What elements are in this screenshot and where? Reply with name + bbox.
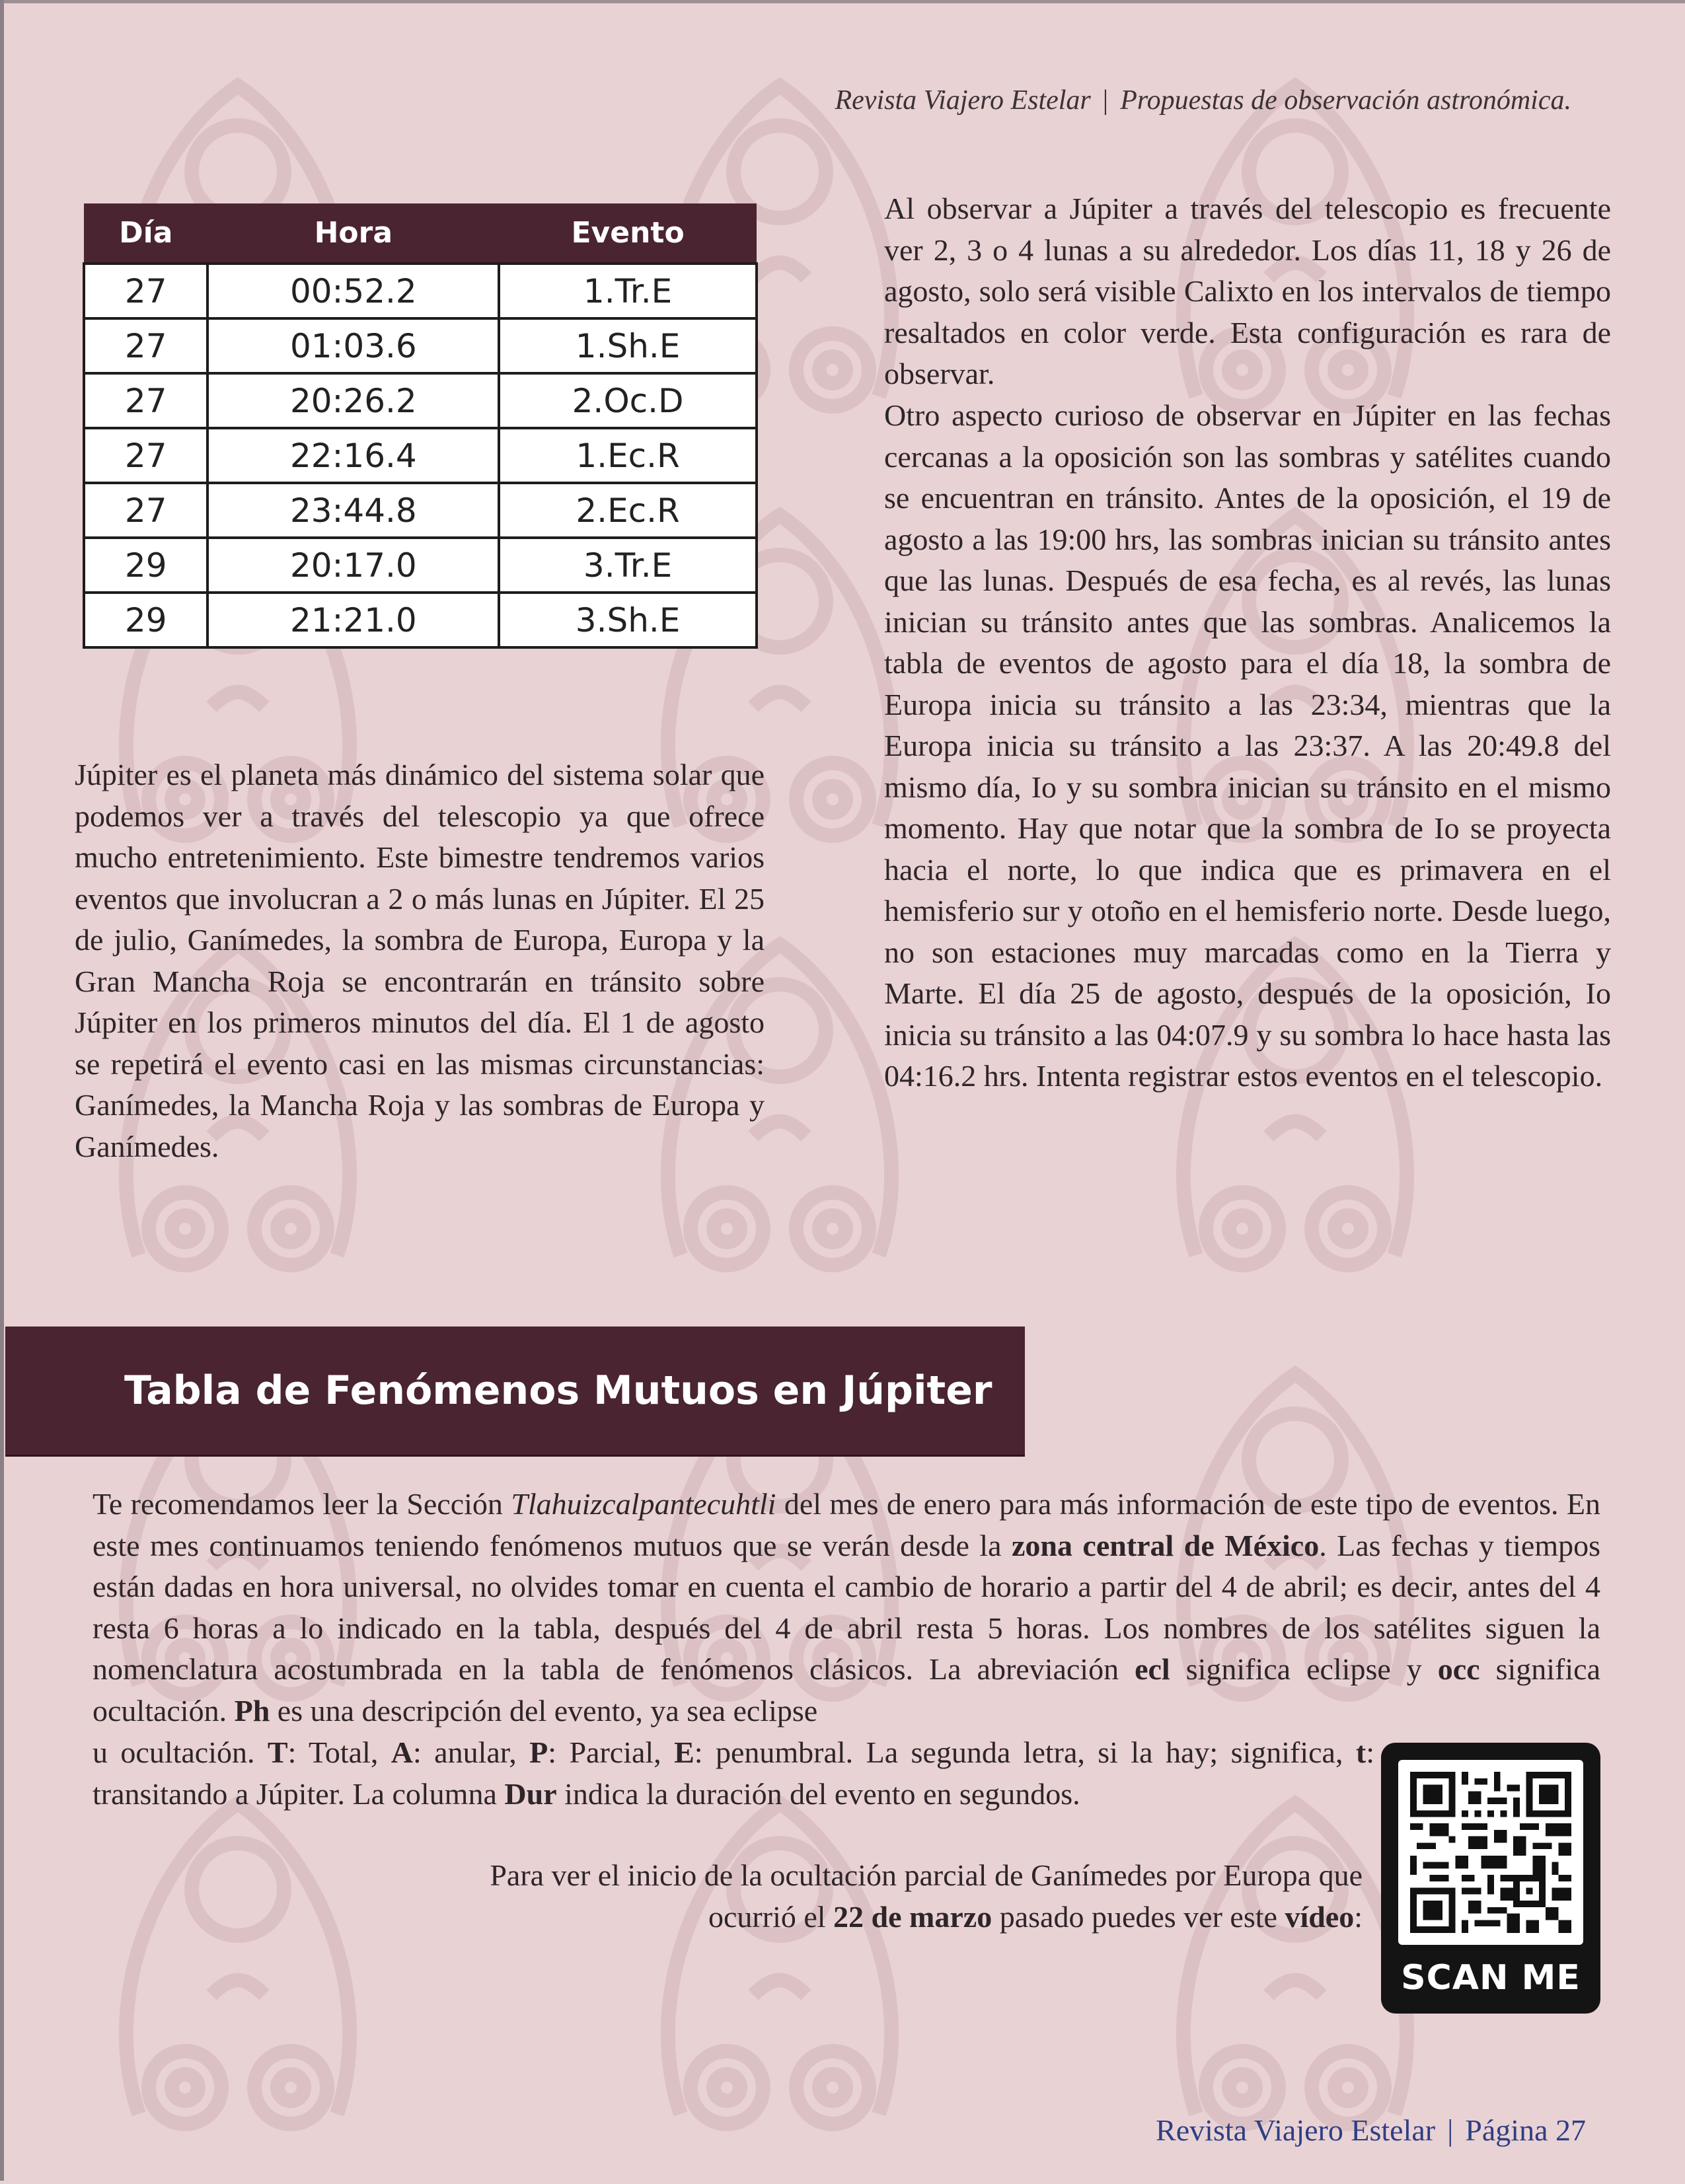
running-header [835, 85, 1571, 116]
jupiter-dynamics-paragraph: Júpiter es el planeta más dinámico del sistema solar que podemos ver a través del telescopio ya que ofrece mucho entretenimiento. Este bimestre tendremos varios eventos que involucran a 2 o más lunas en Júpiter. El 25 de julio, Ganímedes, la sombra de Europa, Europa y la Gran Mancha Roja se encontrarán en tránsito sobre Júpiter en los primeros minutos del día. El 1 de agosto se repetirá el evento casi en las mismas circunstancias: Ganímedes, la Mancha Roja y las sombras de Europa y Ganímedes. [75, 758, 765, 1163]
video-note-text: pasado puedes ver este [992, 1899, 1285, 1934]
mutual-phenomena-intro [93, 1484, 1600, 1731]
video-note-text: : [1354, 1899, 1363, 1934]
abbr-occ: occ [1437, 1652, 1480, 1686]
cell-evento: 2.Oc.D [499, 373, 757, 428]
legend-text: : transitando a Júpiter. La columna [93, 1735, 1374, 1811]
mutual-phenomena-legend [93, 1732, 1374, 1815]
cell-dia: 27 [84, 264, 207, 318]
header-dia: Día [84, 203, 207, 264]
video-note-line1: Para ver el inicio de la ocultación parcial de Ganímedes por Europa que [490, 1858, 1363, 1892]
legend-text: : Total, [287, 1735, 391, 1769]
cell-dia: 27 [84, 483, 207, 538]
cell-dia: 27 [84, 318, 207, 373]
abbr-parcial: P [529, 1735, 548, 1769]
table-row [84, 593, 757, 647]
table-row [84, 373, 757, 428]
abbr-penumbral: E [674, 1735, 694, 1769]
intro-text: . Las fechas y tiempos están dadas en hora universal, no olvides tomar en cuenta el cambio de horario a partir del 4 de abril; es decir, antes del 4 resta 6 horas a lo indicado en la tabla, después del 4 de abril resta 5 horas. Los nombres de los satélites siguen la nomenclatura acostumbrada en la tabla de fenómenos clásicos. La abreviación [93, 1528, 1601, 1686]
zone-emphasis: zona central de México [1011, 1528, 1320, 1562]
qr-code-card[interactable] [1381, 1743, 1600, 2014]
abbr-anular: A [391, 1735, 413, 1769]
cell-evento: 1.Ec.R [499, 428, 757, 483]
cell-dia: 27 [84, 373, 207, 428]
table-header-row [84, 203, 757, 264]
abbr-total: T [267, 1735, 288, 1769]
shadows-transit-paragraph: Otro aspecto curioso de observar en Júpiter en las fechas cercanas a la oposición son las sombras y satélites cuando se encuentran en tránsito. Antes de la oposición, el 19 de agosto a las 19:00 hrs, las sombras inician su tránsito antes que las lunas. Después de esa fecha, es al revés, las lunas inician su tránsito antes que las sombras. Analicemos la tabla de eventos de agosto para el día 18, la sombra de Europa inicia su tránsito a las 23:34, mientras que la Europa inicia su tránsito a las 23:37. A las 20:49.8 del mismo día, Io y su sombra inician su tránsito en el mismo momento. Hay que notar que la sombra de Io se proyecta hacia el norte, lo que indica que es primavera en el hemisferio sur y otoño en el hemisferio norte. Desde luego, no son estaciones muy marcadas como en la Tierra y Marte. El día 25 de agosto, después de la oposición, Io inicia su tránsito a las 04:07.9 y su sombra lo hace hasta las 04:16.2 hrs. Intenta registrar estos eventos en el telescopio. [884, 398, 1611, 1093]
cell-evento: 3.Sh.E [499, 593, 757, 647]
events-table [83, 203, 758, 649]
cell-dia: 27 [84, 428, 207, 483]
cell-evento: 1.Tr.E [499, 264, 757, 318]
cell-hora: 00:52.2 [207, 264, 499, 318]
abbr-dur: Dur [504, 1776, 557, 1811]
video-link[interactable]: vídeo [1285, 1899, 1355, 1934]
intro-text: es una descripción del evento, ya sea eclipse [270, 1693, 818, 1728]
cell-hora: 20:17.0 [207, 538, 499, 593]
cell-dia: 29 [84, 538, 207, 593]
header-separator: | [1102, 85, 1109, 116]
table-row [84, 318, 757, 373]
page-footer [1156, 2113, 1586, 2148]
cell-hora: 20:26.2 [207, 373, 499, 428]
intro-text: del mes de enero para más información de este tipo de eventos. En este mes continuamos teniendo fenómenos mutuos que se verán desde la [93, 1487, 1601, 1562]
abbr-transit: t [1355, 1735, 1367, 1769]
legend-text: : Parcial, [548, 1735, 675, 1769]
header-magazine: Revista Viajero Estelar [835, 85, 1091, 116]
header-section: Propuestas de observación astronómica. [1120, 85, 1571, 116]
table-row [84, 483, 757, 538]
qr-code[interactable] [1398, 1760, 1583, 1945]
cell-hora: 21:21.0 [207, 593, 499, 647]
cell-hora: 22:16.4 [207, 428, 499, 483]
qr-code-icon [1410, 1772, 1571, 1933]
header-hora: Hora [207, 203, 499, 264]
section-title: Tabla de Fenómenos Mutuos en Júpiter [124, 1367, 992, 1414]
legend-text: : penumbral. La segunda letra, si la hay; significa, [694, 1735, 1356, 1769]
footer-separator: | [1447, 2113, 1454, 2147]
table-row [84, 538, 757, 593]
footer-magazine: Revista Viajero Estelar [1156, 2113, 1436, 2147]
legend-text: indica la duración del evento en segundos. [556, 1776, 1080, 1811]
cell-evento: 3.Tr.E [499, 538, 757, 593]
cell-hora: 23:44.8 [207, 483, 499, 538]
page-number: Página 27 [1465, 2113, 1586, 2147]
section-name: Tlahuizcalpantecuhtli [511, 1487, 776, 1521]
legend-text: : anular, [412, 1735, 530, 1769]
cell-hora: 01:03.6 [207, 318, 499, 373]
intro-text: Te recomendamos leer la Sección [93, 1487, 511, 1521]
header-evento: Evento [499, 203, 757, 264]
cell-evento: 2.Ec.R [499, 483, 757, 538]
video-note [305, 1855, 1363, 1938]
legend-text: u ocultación. [93, 1735, 268, 1769]
abbr-ecl: ecl [1135, 1652, 1170, 1686]
intro-text: significa ocultación. [93, 1652, 1600, 1728]
video-date: 22 de marzo [833, 1899, 992, 1934]
section-banner [5, 1327, 1025, 1457]
video-note-text: ocurrió el [708, 1899, 834, 1934]
table-row [84, 428, 757, 483]
table-row [84, 264, 757, 318]
qr-scan-label: SCAN ME [1401, 1958, 1581, 1998]
cell-dia: 29 [84, 593, 207, 647]
abbr-ph: Ph [234, 1693, 270, 1728]
intro-text: significa eclipse y [1170, 1652, 1438, 1686]
moons-visibility-paragraph: Al observar a Júpiter a través del telescopio es frecuente ver 2, 3 o 4 lunas a su alrededor. Los días 11, 18 y 26 de agosto, solo será visible Calixto en los intervalos de tiempo resaltados en color verde. Esta configuración es rara de observar. [884, 192, 1611, 390]
cell-evento: 1.Sh.E [499, 318, 757, 373]
